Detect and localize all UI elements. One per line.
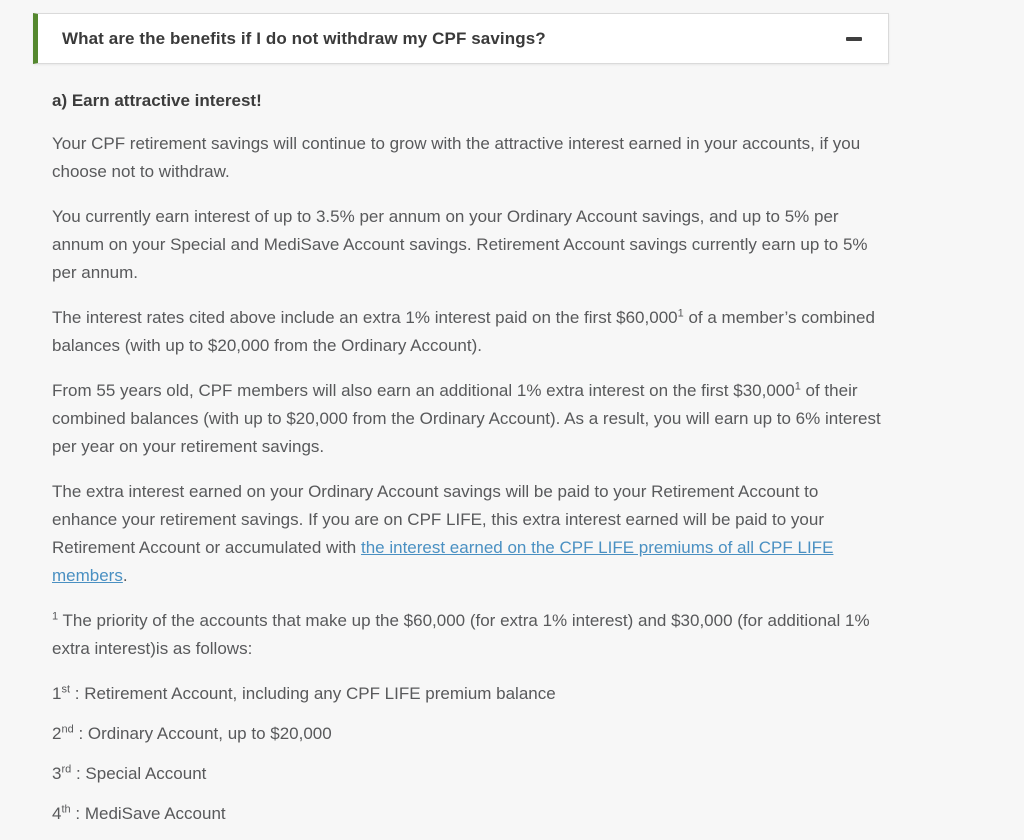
superscript: 1 <box>677 307 684 320</box>
list-item-2nd <box>52 720 887 748</box>
faq-accordion-item <box>33 13 889 840</box>
accordion-body <box>33 64 889 828</box>
paragraph-grow-savings <box>52 130 887 186</box>
minus-icon <box>846 37 862 41</box>
accordion-question-text: What are the benefits if I do not withdraw my CPF savings? <box>62 28 546 48</box>
superscript: nd <box>61 723 74 736</box>
list-item-3rd <box>52 760 887 788</box>
paragraph-extra-interest-60000 <box>52 304 887 360</box>
text-segment: of their combined balances (with up to $20,000 from the Ordinary Account). As a result, you will earn up to 6% interest per year on your retirement savings. <box>52 381 881 456</box>
text-segment: 4 <box>52 804 62 823</box>
superscript: 1 <box>794 380 801 393</box>
text-segment: 2 <box>52 724 62 743</box>
list-item-4th <box>52 800 887 828</box>
text-segment: of a member’s combined balances (with up to $20,000 from the Ordinary Account). <box>52 308 875 355</box>
paragraph-interest-rates <box>52 203 887 287</box>
list-item-1st <box>52 680 887 708</box>
superscript: rd <box>61 763 72 776</box>
text-segment: a) Earn attractive interest! <box>52 91 262 110</box>
text-segment: The priority of the accounts that make up the $60,000 (for extra 1% interest) and $30,000 (for additional 1% extra interest)is as follows: <box>52 611 870 658</box>
superscript: st <box>61 683 71 696</box>
text-segment: : Ordinary Account, up to $20,000 <box>73 724 332 743</box>
text-segment: You currently earn interest of up to 3.5% per annum on your Ordinary Account savings, and up to 5% per annum on your Special and MediSave Account savings. Retirement Account savings currently earn up to 5% per annum. <box>52 207 868 282</box>
text-segment: The interest rates cited above include an extra 1% interest paid on the first $60,000 <box>52 308 678 327</box>
text-segment: 1 <box>52 684 62 703</box>
text-segment: : Retirement Account, including any CPF LIFE premium balance <box>70 684 556 703</box>
answer-subheading <box>52 87 887 115</box>
cpf-life-interest-link[interactable]: the interest earned on the CPF LIFE premiums of all CPF LIFE members <box>52 538 834 585</box>
text-segment: 3 <box>52 764 62 783</box>
text-segment: : MediSave Account <box>70 804 226 823</box>
text-segment: : Special Account <box>71 764 207 783</box>
accordion-question-header[interactable] <box>33 13 889 64</box>
paragraph-extra-interest-payment <box>52 478 887 590</box>
collapse-button[interactable] <box>844 31 864 47</box>
superscript: th <box>61 803 71 816</box>
superscript: 1 <box>52 610 59 623</box>
text-segment: Your CPF retirement savings will continue to grow with the attractive interest earned in your accounts, if you choose not to withdraw. <box>52 134 861 181</box>
text-segment: . <box>122 566 128 585</box>
footnote-priority <box>52 607 887 663</box>
paragraph-additional-interest-30000 <box>52 377 887 461</box>
text-segment: The extra interest earned on your Ordinary Account savings will be paid to your Retirement Account to enhance your retirement savings. If you are on CPF LIFE, this extra interest earned will be paid to your Retirement Account or accumulated with <box>52 482 824 557</box>
text-segment: From 55 years old, CPF members will also earn an additional 1% extra interest on the first $30,000 <box>52 381 795 400</box>
